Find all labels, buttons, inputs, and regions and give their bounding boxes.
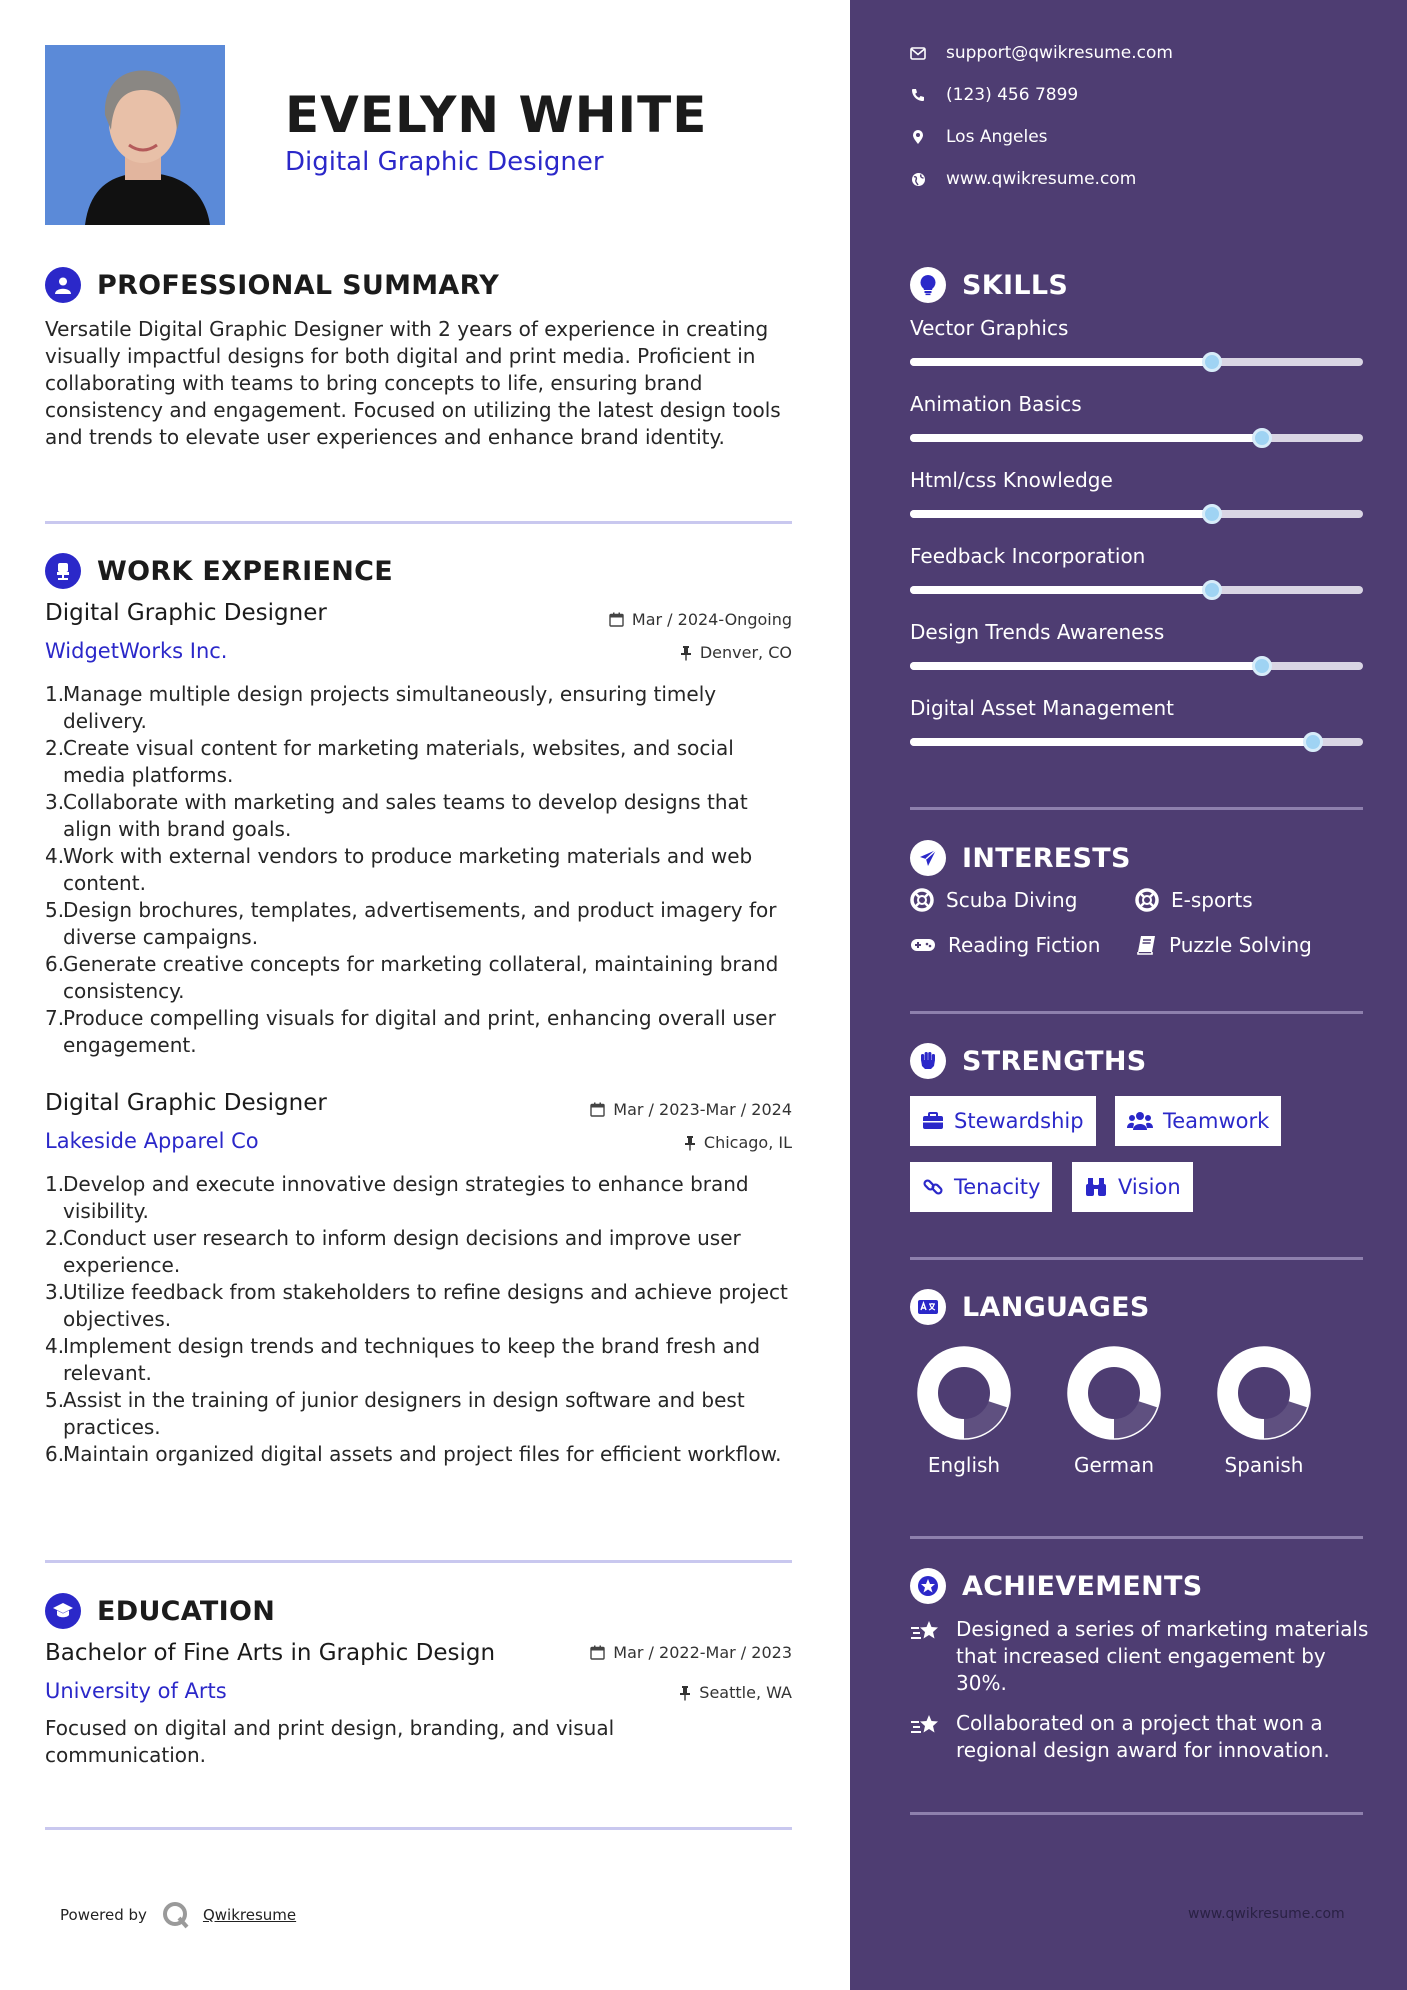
- skill-level-bar: [910, 510, 1363, 518]
- experience-heading: [45, 553, 393, 589]
- profile-photo: [45, 45, 225, 225]
- summary-title: PROFESSIONAL SUMMARY: [97, 269, 500, 301]
- strength-chip: [910, 1162, 1052, 1212]
- link-icon: [922, 1176, 944, 1198]
- list-item: 6. Maintain organized digital assets and project files for efficient workflow.: [45, 1442, 782, 1466]
- section-divider: [910, 807, 1363, 810]
- job-location: [684, 1133, 792, 1152]
- job-date: [590, 1100, 792, 1119]
- language-item: [1049, 1343, 1179, 1477]
- achievements-heading: [910, 1568, 1203, 1604]
- contact-location-text: Los Angeles: [946, 127, 1048, 147]
- strength-chip: [1115, 1096, 1281, 1146]
- list-item: 6. Generate creative concepts for marketing collateral, maintaining brand consistency.: [45, 952, 779, 1003]
- strength-chip: [1072, 1162, 1193, 1212]
- list-item: 4. Implement design trends and techniques to keep the brand fresh and relevant.: [45, 1334, 761, 1385]
- calendar-icon: [590, 1102, 605, 1117]
- school-name: University of Arts: [45, 1679, 227, 1703]
- section-divider: [45, 1560, 792, 1563]
- users-icon: [1127, 1111, 1153, 1131]
- calendar-icon: [609, 612, 624, 627]
- languages-title: LANGUAGES: [962, 1291, 1150, 1323]
- languages-heading: [910, 1289, 1150, 1325]
- briefcase-icon: [922, 1112, 944, 1130]
- education-title: EDUCATION: [97, 1595, 276, 1627]
- language-label: German: [1073, 1453, 1155, 1477]
- strength-label: Vision: [1118, 1175, 1181, 1199]
- language-level-ring: [1214, 1343, 1314, 1443]
- language-icon: [910, 1289, 946, 1325]
- achievement-text: Collaborated on a project that won a regional design award for innovation.: [956, 1711, 1330, 1762]
- list-item: 1. Manage multiple design projects simultaneously, ensuring timely delivery.: [45, 682, 717, 733]
- map-marker-icon: [910, 129, 926, 145]
- degree-title: Bachelor of Fine Arts in Graphic Design: [45, 1640, 496, 1666]
- pin-icon: [679, 1685, 691, 1701]
- skill-level-knob: [1202, 352, 1222, 372]
- achievement-text: Designed a series of marketing materials that increased client engagement by 30%.: [956, 1617, 1369, 1695]
- skill-level-bar: [910, 738, 1363, 746]
- skill-level-knob: [1202, 504, 1222, 524]
- pin-icon: [684, 1135, 696, 1151]
- job-duties-list: [45, 1171, 795, 1468]
- job-location-text: Denver, CO: [699, 643, 792, 662]
- qwikresume-logo-icon: [161, 1900, 191, 1930]
- contact-phone[interactable]: [910, 85, 1078, 105]
- contact-email-text: support@qwikresume.com: [946, 43, 1173, 63]
- shooting-star-icon: [910, 1618, 942, 1644]
- job-duties-list: [45, 681, 795, 1059]
- book-icon: [1135, 934, 1157, 956]
- contact-website-text: www.qwikresume.com: [946, 169, 1137, 189]
- contact-phone-text: (123) 456 7899: [946, 85, 1079, 105]
- skill-level-fill: [910, 510, 1212, 518]
- interest-item: [910, 933, 1100, 957]
- user-icon: [45, 267, 81, 303]
- interest-label: Reading Fiction: [948, 933, 1101, 957]
- list-item: 2. Create visual content for marketing materials, websites, and social media platforms.: [45, 736, 734, 787]
- achievements-title: ACHIEVEMENTS: [962, 1570, 1203, 1602]
- powered-by-text: Powered by: [60, 1906, 147, 1924]
- life-ring-icon: [910, 888, 934, 912]
- binoculars-icon: [1084, 1176, 1108, 1198]
- list-item: 4. Work with external vendors to produce marketing materials and web content.: [45, 844, 753, 895]
- job-title: Digital Graphic Designer: [45, 600, 327, 626]
- list-item: 3. Utilize feedback from stakeholders to refine designs and achieve project objectives.: [45, 1280, 788, 1331]
- summary-text: Versatile Digital Graphic Designer with 2 years of experience in creating visually impactful designs for both digital and print media. Proficient in collaborating with teams to bring concepts to life, ensuring brand consistency and engagement. Focused on utilizing the latest design tools and trends to elevate user experiences and enhance brand identity.: [45, 317, 781, 449]
- education-description: Focused on digital and print design, branding, and visual communication.: [45, 1716, 615, 1767]
- skill-level-bar: [910, 586, 1363, 594]
- education-date-text: Mar / 2022-Mar / 2023: [613, 1643, 792, 1662]
- skill-level-fill: [910, 434, 1262, 442]
- summary-heading: [45, 267, 499, 303]
- star-badge-icon: [910, 1568, 946, 1604]
- language-label: English: [927, 1453, 1001, 1477]
- list-item: 5. Design brochures, templates, advertisements, and product imagery for diverse campaigns.: [45, 898, 777, 949]
- skill-level-knob: [1202, 580, 1222, 600]
- qwikresume-link[interactable]: Qwikresume: [202, 1906, 297, 1924]
- language-item: [899, 1343, 1029, 1477]
- skill-label: Feedback Incorporation: [910, 544, 1146, 568]
- fist-icon: [910, 1043, 946, 1079]
- candidate-name: EVELYN WHITE: [285, 86, 708, 144]
- list-item: 1. Develop and execute innovative design strategies to enhance brand visibility.: [45, 1172, 749, 1223]
- calendar-icon: [590, 1645, 605, 1660]
- skill-label: Digital Asset Management: [910, 696, 1174, 720]
- paper-plane-icon: [910, 840, 946, 876]
- contact-location: [910, 127, 1048, 147]
- contact-website[interactable]: [910, 169, 1136, 189]
- envelope-icon: [910, 47, 926, 60]
- skill-level-bar: [910, 434, 1363, 442]
- skill-level-knob: [1303, 732, 1323, 752]
- section-divider: [910, 1011, 1363, 1014]
- education-heading: [45, 1593, 275, 1629]
- contact-email[interactable]: [910, 43, 1173, 63]
- skill-label: Design Trends Awareness: [910, 620, 1165, 644]
- achievement-item: [910, 1616, 1370, 1697]
- footer-website[interactable]: www.qwikresume.com: [1188, 1906, 1345, 1922]
- interest-item: [910, 888, 1077, 912]
- globe-icon: [910, 172, 926, 187]
- skill-level-fill: [910, 662, 1262, 670]
- interest-item: [1135, 888, 1253, 912]
- interest-label: E-sports: [1171, 888, 1253, 912]
- strength-chip: [910, 1096, 1096, 1146]
- interest-label: Puzzle Solving: [1169, 933, 1312, 957]
- education-date: [590, 1643, 792, 1662]
- job-date-text: Mar / 2024-Ongoing: [631, 610, 792, 629]
- skill-level-bar: [910, 662, 1363, 670]
- skills-title: SKILLS: [962, 269, 1069, 301]
- list-item: 2. Conduct user research to inform design decisions and improve user experience.: [45, 1226, 741, 1277]
- lightbulb-icon: [910, 267, 946, 303]
- job-company: WidgetWorks Inc.: [45, 639, 228, 663]
- skill-level-fill: [910, 738, 1313, 746]
- skill-level-bar: [910, 358, 1363, 366]
- skill-level-knob: [1252, 428, 1272, 448]
- language-item: [1199, 1343, 1329, 1477]
- language-level-ring: [914, 1343, 1014, 1443]
- job-title: Digital Graphic Designer: [45, 1090, 327, 1116]
- achievement-item: [910, 1710, 1370, 1764]
- pin-icon: [680, 645, 692, 661]
- interest-item: [1135, 933, 1312, 957]
- job-location: [680, 643, 792, 662]
- powered-by: [60, 1900, 296, 1930]
- chair-icon: [45, 553, 81, 589]
- strength-label: Tenacity: [954, 1175, 1041, 1199]
- experience-title: WORK EXPERIENCE: [97, 555, 393, 587]
- interest-label: Scuba Diving: [946, 888, 1078, 912]
- section-divider: [910, 1812, 1363, 1815]
- skill-label: Html/css Knowledge: [910, 468, 1113, 492]
- strengths-heading: [910, 1043, 1147, 1079]
- section-divider: [45, 521, 792, 524]
- section-divider: [910, 1536, 1363, 1539]
- job-company: Lakeside Apparel Co: [45, 1129, 259, 1153]
- phone-icon: [910, 88, 926, 102]
- skill-label: Animation Basics: [910, 392, 1082, 416]
- interests-title: INTERESTS: [962, 842, 1131, 874]
- strength-label: Stewardship: [954, 1109, 1084, 1133]
- list-item: 5. Assist in the training of junior designers in design software and best practices.: [45, 1388, 745, 1439]
- education-location: [679, 1683, 792, 1702]
- strength-label: Teamwork: [1163, 1109, 1270, 1133]
- strengths-title: STRENGTHS: [962, 1045, 1147, 1077]
- language-label: Spanish: [1224, 1453, 1304, 1477]
- section-divider: [45, 1827, 792, 1830]
- graduation-cap-icon: [45, 1593, 81, 1629]
- candidate-title: Digital Graphic Designer: [285, 147, 604, 177]
- education-location-text: Seattle, WA: [699, 1683, 792, 1702]
- skill-label: Vector Graphics: [910, 316, 1069, 340]
- section-divider: [910, 1257, 1363, 1260]
- list-item: 3. Collaborate with marketing and sales teams to develop designs that align with brand goals.: [45, 790, 748, 841]
- sidebar: [850, 0, 1407, 1990]
- job-location-text: Chicago, IL: [703, 1133, 792, 1152]
- interests-heading: [910, 840, 1131, 876]
- life-ring-icon: [1135, 888, 1159, 912]
- shooting-star-icon: [910, 1712, 942, 1738]
- skill-level-fill: [910, 358, 1212, 366]
- skill-level-knob: [1252, 656, 1272, 676]
- language-level-ring: [1064, 1343, 1164, 1443]
- gamepad-icon: [910, 936, 936, 954]
- skills-heading: [910, 267, 1068, 303]
- job-date-text: Mar / 2023-Mar / 2024: [613, 1100, 792, 1119]
- skill-level-fill: [910, 586, 1212, 594]
- job-date: [609, 610, 792, 629]
- list-item: 7. Produce compelling visuals for digital and print, enhancing overall user engagement.: [45, 1006, 776, 1057]
